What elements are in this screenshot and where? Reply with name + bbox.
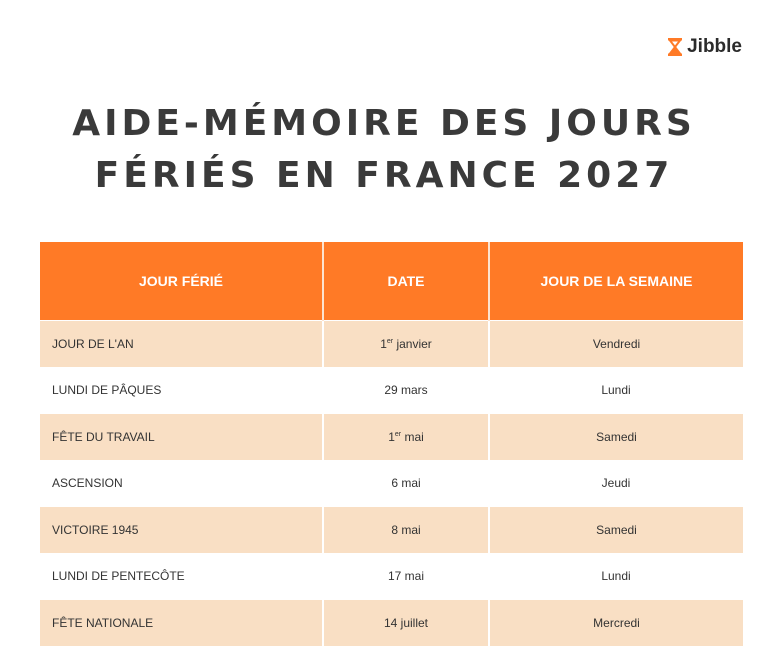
holiday-name: FÊTE DU TRAVAIL: [40, 414, 323, 461]
holiday-weekday: Jeudi: [489, 460, 743, 507]
holiday-name: LUNDI DE PÂQUES: [40, 367, 323, 414]
header-weekday: JOUR DE LA SEMAINE: [489, 242, 743, 321]
header-holiday: JOUR FÉRIÉ: [40, 242, 323, 321]
date-month: janvier: [393, 336, 432, 351]
holiday-name: VICTOIRE 1945: [40, 507, 323, 554]
title-line-1: AIDE-MÉMOIRE DES JOURS: [72, 103, 696, 144]
date-number: 14 juillet: [383, 615, 429, 630]
holiday-name: JOUR DE L'AN: [40, 321, 323, 368]
date-number: 8 mai: [391, 522, 421, 537]
page-title: [0, 98, 768, 202]
title-line-2: FÉRIÉS EN FRANCE 2027: [94, 155, 674, 196]
holiday-weekday: Mercredi: [489, 600, 743, 646]
date-number: 29 mars: [384, 383, 428, 398]
table-row: [40, 553, 743, 600]
holiday-date: [323, 367, 489, 414]
holiday-weekday: Samedi: [489, 507, 743, 554]
header-date: DATE: [323, 242, 489, 321]
jibble-logo: [667, 36, 742, 58]
holiday-date: [323, 414, 489, 461]
date-ordinal-suffix: er: [394, 430, 402, 438]
holiday-weekday: Samedi: [489, 414, 743, 461]
date-number: 1: [380, 336, 387, 351]
table-header-row: [40, 242, 743, 321]
table-row: [40, 367, 743, 414]
holiday-date: [323, 321, 489, 368]
holiday-name: LUNDI DE PENTECÔTE: [40, 553, 323, 600]
date-number: 6 mai: [391, 476, 421, 491]
date-month: mai: [401, 429, 424, 444]
hourglass-icon: [667, 38, 683, 56]
holidays-table: [40, 242, 743, 646]
date-number: 1: [388, 429, 395, 444]
holiday-date: [323, 460, 489, 507]
holiday-name: FÊTE NATIONALE: [40, 600, 323, 646]
table-row: [40, 321, 743, 368]
brand-name: Jibble: [687, 36, 742, 57]
holiday-date: [323, 600, 489, 646]
holiday-name: ASCENSION: [40, 460, 323, 507]
holiday-weekday: Vendredi: [489, 321, 743, 368]
date-number: 17 mai: [387, 569, 425, 584]
table-row: [40, 460, 743, 507]
holiday-weekday: Lundi: [489, 553, 743, 600]
table-row: [40, 600, 743, 646]
date-ordinal-suffix: er: [386, 337, 394, 345]
table-row: [40, 414, 743, 461]
table-row: [40, 507, 743, 554]
holiday-date: [323, 507, 489, 554]
holiday-date: [323, 553, 489, 600]
holiday-weekday: Lundi: [489, 367, 743, 414]
